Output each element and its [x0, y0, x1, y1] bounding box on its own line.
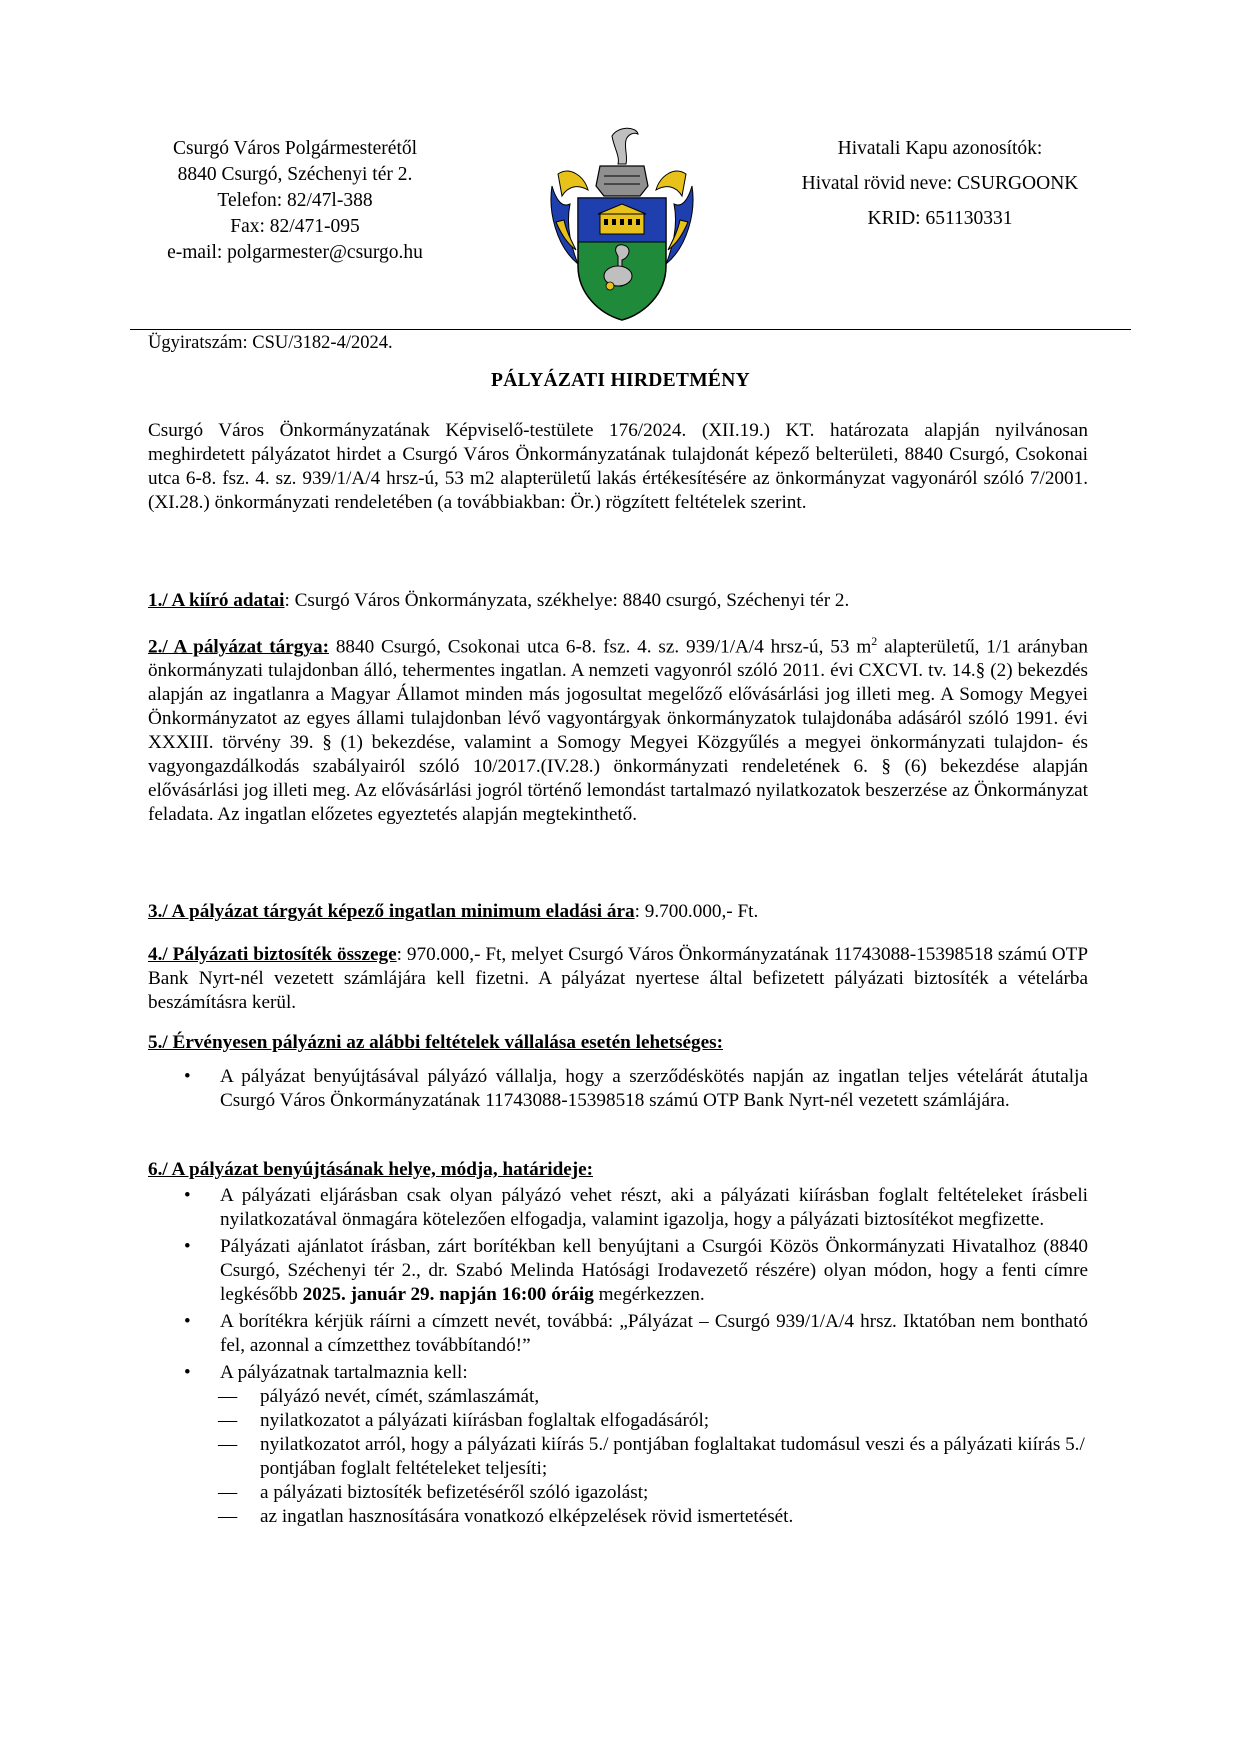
required-item: — az ingatlan hasznosítására vonatkozó elképzelések rövid ismertetését.: [148, 1505, 1088, 1529]
section-5-heading: 5./ Érvényesen pályázni az alábbi feltételek vállalása esetén lehetséges:: [148, 1032, 724, 1053]
submission-deadline: 2025. január 29. napján 16:00 óráig: [302, 1284, 594, 1305]
gateway-heading: Hivatali Kapu azonosítók:: [837, 138, 1043, 159]
required-item: — nyilatkozatot a pályázati kiírásban foglaltak elfogadásáról;: [148, 1409, 1088, 1433]
sender-phone: Telefon: 82/47l-388: [217, 190, 373, 211]
section-1-text: : Csurgó Város Önkormányzata, székhelye: 8840 csurgó, Széchenyi tér 2.: [284, 590, 850, 611]
intro-paragraph: Csurgó Város Önkormányzatának Képviselő-testülete 176/2024. (XII.19.) KT. határozata alapján nyilvánosan meghirdetett pályázatot hirdet a Csurgó Város Önkormányzatának tulajdonát képező belterületi, 8840 Csurgó, Csokonai utca 6-8. fsz. 4. sz. 939/1/A/4 hrsz-ú, 53 m2 alapterületű lakás értékesítésére az önkormányzat vagyonáról szóló 7/2001. (XI.28.) önkormányzati rendeletében (a továbbiakban: Ör.) rögzített feltételek szerint.: [148, 420, 1088, 513]
section-6-bullet-1: • A pályázati eljárásban csak olyan pályázó vehet részt, aki a pályázati kiírásban foglalt feltételeket írásbeli nyilatkozatával önmagára kötelezően elfogadja, valamint igazolja, hogy a pályázati biztosítékot megfizette.: [148, 1184, 1088, 1232]
section-5: [148, 1031, 1088, 1116]
section-4: [148, 943, 1088, 1015]
sender-address: 8840 Csurgó, Széchenyi tér 2.: [177, 164, 413, 185]
required-item: — a pályázati biztosíték befizetéséről szóló igazolást;: [148, 1481, 1088, 1505]
section-1: [148, 589, 1088, 613]
sender-email: e-mail: polgarmester@csurgo.hu: [167, 242, 423, 263]
header-divider: [130, 329, 1131, 330]
section-6: [148, 1158, 1088, 1532]
section-6-bullet-4: [148, 1361, 1088, 1529]
section-6-bullet-3: • A borítékra kérjük ráírni a címzett nevét, továbbá: „Pályázat – Csurgó 939/1/A/4 hrsz. Iktatóban nem bontható fel, azonnal a címzetthez továbbítandó!”: [148, 1310, 1088, 1358]
sender-fax: Fax: 82/471-095: [230, 216, 360, 237]
section-4-text: : 970.000,- Ft, melyet Csurgó Város Önkormányzatának 11743088-15398518 számú OTP Bank Nyrt-nél vezetett számlájára kell fizetni. A pályázat nyertese által befizetett pályázati biztosíték a vételárba beszámításra kerül.: [148, 944, 1089, 1013]
section-4-label: 4./ Pályázati biztosíték összege: [148, 944, 397, 965]
required-item: — nyilatkozatot arról, hogy a pályázati kiírás 5./ pontjában foglaltakat tudomásul veszi és a pályázati kiírás 5./ pontjában foglalt feltételeket teljesíti;: [148, 1433, 1088, 1481]
coat-of-arms-logo: [548, 126, 696, 322]
office-short-name: Hivatal rövid neve: CSURGOONK: [801, 173, 1079, 194]
section-2-text-b: alapterületű, 1/1 arányban önkormányzati tulajdonban álló, tehermentes ingatlan. A nemzeti vagyonról szóló 2011. évi CXCVI. tv. 14.§ (2) bekezdés alapján az ingatlanra a Magyar Államot minden más jogosultat megelőző elővásárlási jog illeti meg. A Somogy Megyei Önkormányzatot az egyes állami tulajdonban lévő vagyontárgyak önkormányzatok tulajdonába adásáról szóló 1991. évi XXXIII. törvény 39. § (1) bekezdése, valamint a Somogy Megyei Közgyűlés a megyei önkormányzati tulajdon- és vagyongazdálkodás szabályairól szóló 10/2017.(IV.28.) önkormányzati rendeletének 6. § (6) bekezdése alapján elővásárlási jog illeti meg. Az elővásárlási jogról történő lemondást tartalmazó nyilatkozatok beszerzése az Önkormányzat feladata. Az ingatlan előzetes egyeztetés alapján megtekinthető.: [148, 636, 1088, 826]
section-5-bullet-1: • A pályázat benyújtásával pályázó vállalja, hogy a szerződéskötés napján az ingatlan teljes vételárát átutalja Csurgó Város Önkormányzatának 11743088-15398518 számú OTP Bank Nyrt-nél vezetett számlájára.: [148, 1065, 1088, 1113]
section-2-label: 2./ A pályázat tárgya:: [148, 636, 329, 658]
section-1-label: 1./ A kiíró adatai: [148, 590, 285, 611]
required-item: — pályázó nevét, címét, számlaszámát,: [148, 1385, 1088, 1409]
section-6-bullet-4-text: • A pályázatnak tartalmaznia kell:: [220, 1362, 468, 1383]
section-3: [148, 900, 1088, 924]
gateway-ids-block: [770, 136, 1110, 241]
section-2-text-a: 8840 Csurgó, Csokonai utca 6-8. fsz. 4. sz. 939/1/A/4 hrsz-ú, 53 m: [328, 636, 872, 658]
section-5-list: [148, 1065, 1088, 1113]
sender-name: Csurgó Város Polgármesterétől: [172, 138, 418, 159]
section-6-bullet-2-text-a: Pályázati ajánlatot írásban, zárt borítékban kell benyújtani a Csurgói Közös Önkormányzati Hivatalhoz (8840 Csurgó, Széchenyi tér 2., dr. Szabó Melinda Hatósági Irodavezető részére) olyan módon, hogy a fenti címre legkésőbb: [220, 1236, 1088, 1305]
case-number: Ügyiratszám: CSU/3182-4/2024.: [148, 333, 393, 353]
document-title: PÁLYÁZATI HIRDETMÉNY: [491, 370, 750, 391]
krid: KRID: 651130331: [867, 208, 1013, 229]
section-3-label: 3./ A pályázat tárgyát képező ingatlan minimum eladási ára: [148, 901, 635, 922]
section-6-heading: 6./ A pályázat benyújtásának helye, módja, határideje:: [148, 1159, 594, 1180]
required-contents-list: [148, 1385, 1088, 1529]
section-3-text: : 9.700.000,- Ft.: [634, 901, 759, 922]
section-6-bullet-2-text-b: megérkezzen.: [593, 1284, 705, 1305]
section-2-sup: 2: [871, 634, 878, 648]
section-6-list: [148, 1184, 1088, 1529]
sender-address-block: [150, 136, 440, 266]
section-6-bullet-2: [148, 1235, 1088, 1307]
section-2: [148, 629, 1088, 827]
